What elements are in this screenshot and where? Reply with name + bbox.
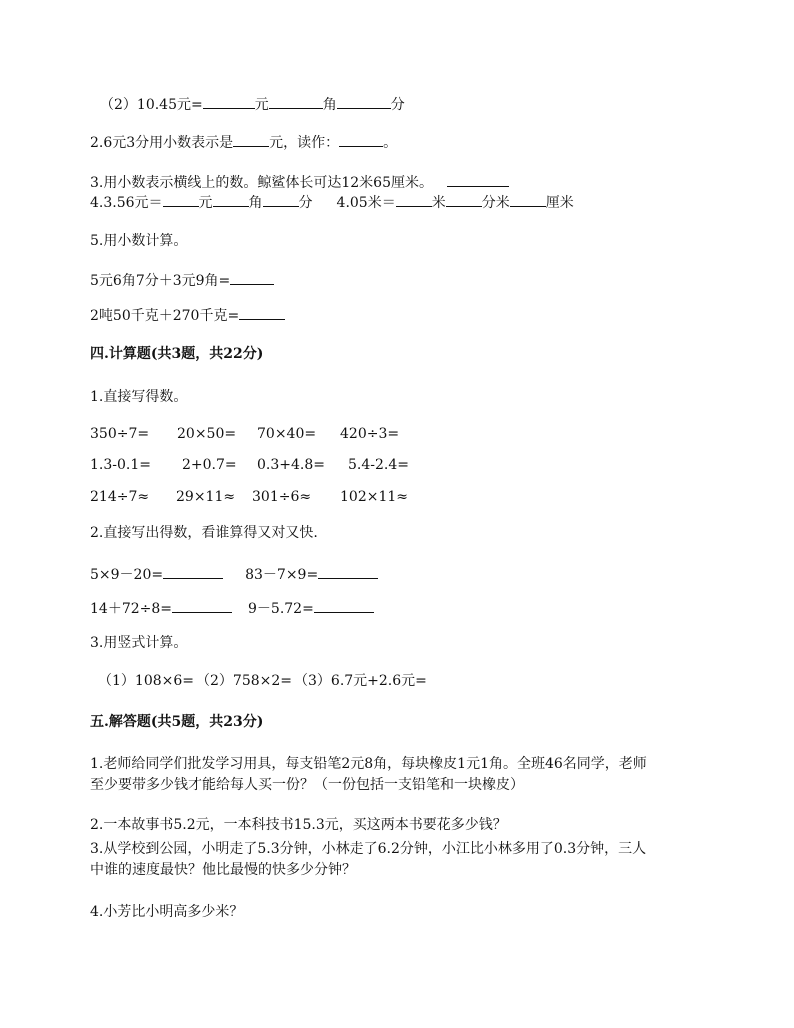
expr: 2+0.7= (182, 457, 237, 473)
text: 2.6元3分用小数表示是 (90, 135, 234, 151)
calc-q2-title: 2.直接写出得数，看谁算得又对又快. (90, 525, 318, 541)
section-5-title: 五.解答题(共5题，共23分) (90, 714, 264, 730)
expr: 9－5.72= (248, 601, 314, 617)
blank-line (314, 598, 374, 613)
text: 分米 (481, 195, 510, 211)
question-5-item-2 (90, 305, 285, 325)
question-2 (90, 132, 397, 152)
blank-line (269, 94, 323, 109)
text: 4.3.56元＝ (90, 195, 163, 211)
text: 角 (322, 97, 337, 113)
blank-line (163, 564, 223, 579)
text: 2吨50千克＋270千克= (90, 308, 240, 324)
question-5-item-1 (90, 270, 274, 290)
expr: （1）108×6= (98, 673, 194, 689)
problem-3-line-2: 中谁的速度最快？他比最慢的快多少分钟？ (90, 862, 356, 878)
expr: 83－7×9= (245, 567, 319, 583)
question-5 (90, 232, 187, 250)
blank-line (163, 192, 199, 207)
expr: 0.3+4.8= (257, 457, 325, 473)
blank-line (446, 192, 482, 207)
blank-line (172, 598, 232, 613)
blank-line (263, 192, 299, 207)
expr: 20×50= (177, 426, 237, 442)
text: 5元6角7分＋3元9角= (90, 273, 231, 289)
blank-line (203, 94, 255, 109)
expr: 214÷7≈ (90, 489, 150, 505)
blank-line (339, 132, 383, 147)
problem-1-line-2: 至少要带多少钱才能给每人买一份？（一份包括一支铅笔和一块橡皮） (90, 777, 524, 793)
text: 5.用小数计算。 (90, 233, 188, 249)
expr: 5.4-2.4= (348, 457, 409, 473)
text: 分 (390, 97, 405, 113)
section-4-title: 四.计算题(共3题，共22分) (90, 346, 264, 362)
text: 元 (198, 195, 213, 211)
text: 元，读作： (269, 135, 340, 151)
blank-line (230, 270, 274, 285)
expr: 301÷6≈ (252, 489, 312, 505)
text: 米 (431, 195, 446, 211)
fill-blank-item-2 (100, 94, 405, 114)
calc-q2-row-1 (90, 564, 378, 584)
text: 。 (383, 135, 398, 151)
expr: 350÷7= (90, 426, 150, 442)
text: 分 (298, 195, 313, 211)
expr: 14＋72÷8= (90, 601, 172, 617)
question-3 (90, 172, 509, 192)
text: 厘米 (545, 195, 574, 211)
blank-line (396, 192, 432, 207)
text: 3.用小数表示横线上的数。鲸鲨体长可达12米65厘米。 (90, 175, 433, 191)
blank-line (213, 192, 249, 207)
blank-line (510, 192, 546, 207)
blank-line (318, 564, 378, 579)
expr: 29×11≈ (176, 489, 236, 505)
problem-1-line-1: 1.老师给同学们批发学习用具，每支铅笔2元8角，每块橡皮1元1角。全班46名同学，老师 (90, 756, 647, 772)
expr: 420÷3= (340, 426, 400, 442)
expr: （3）6.7元+2.6元= (294, 673, 427, 689)
text: 4.05米＝ (336, 195, 396, 211)
expr: 5×9－20= (90, 567, 164, 583)
blank-line (337, 94, 391, 109)
expr: （2）758×2= (196, 673, 292, 689)
question-4 (90, 192, 574, 212)
text: 角 (248, 195, 263, 211)
blank-line (447, 172, 509, 187)
blank-line (239, 305, 285, 320)
problem-2: 2.一本故事书5.2元，一本科技书15.3元，买这两本书要花多少钱？ (90, 817, 507, 833)
text: （2）10.45元= (100, 97, 203, 113)
expr: 70×40= (257, 426, 317, 442)
blank-line (233, 132, 269, 147)
calc-q1-title: 1.直接写得数。 (90, 389, 188, 405)
problem-3-line-1: 3.从学校到公园，小明走了5.3分钟，小林走了6.2分钟，小江比小林多用了0.3分钟，三人 (90, 841, 647, 857)
calc-q3-title: 3.用竖式计算。 (90, 635, 188, 651)
calc-q2-row-2 (90, 598, 374, 618)
expr: 102×11≈ (340, 489, 408, 505)
text: 元 (254, 97, 269, 113)
problem-4: 4.小芳比小明高多少米？ (90, 904, 244, 920)
expr: 1.3-0.1= (90, 457, 151, 473)
